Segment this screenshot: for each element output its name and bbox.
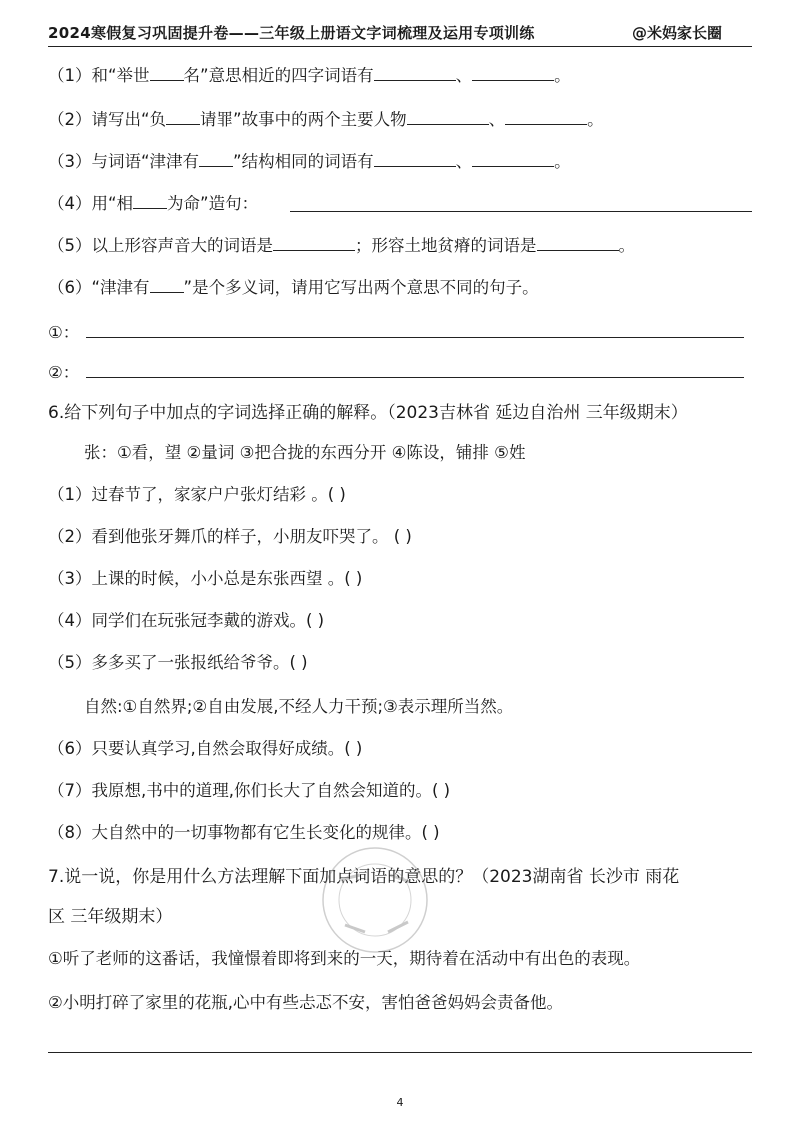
q6-definition-ziran: 自然:①自然界;②自由发展,不经人力干预;③表示理所当然。	[84, 697, 514, 716]
answer-blank[interactable]	[374, 64, 456, 81]
page-header	[48, 18, 752, 47]
q5-sentence-2-label: ②：	[48, 363, 80, 382]
q7-sentence-2: ②小明打碎了家里的花瓶,心中有些忐忑不安，害怕爸爸妈妈会责备他。	[48, 993, 564, 1012]
answer-blank[interactable]	[537, 234, 619, 251]
q5-item-4: （4）用“相 为命”造句：	[48, 194, 259, 213]
sentence-blank[interactable]	[290, 210, 752, 212]
answer-blank[interactable]	[407, 108, 489, 125]
q6-item: （1）过春节了，家家户户张灯结彩 。( )	[48, 485, 346, 504]
q5-item-1: （1）和“举世 名”意思相近的四字词语有 、 。	[48, 66, 571, 85]
header-title: 2024寒假复习巩固提升卷——三年级上册语文字词梳理及运用专项训练	[48, 24, 535, 42]
q6-definition-zhang: 张：①看，望 ②量词 ③把合拢的东西分开 ④陈设，铺排 ⑤姓	[84, 443, 526, 462]
q7-title-line-1: 7.说一说，你是用什么方法理解下面加点词语的意思的？（2023湖南省 长沙市 雨花	[48, 867, 680, 887]
q6-item: （7）我原想,书中的道理,你们长大了自然会知道的。( )	[48, 781, 451, 800]
answer-blank[interactable]	[273, 234, 355, 251]
answer-blank[interactable]	[199, 150, 233, 167]
q5-sentence-1-label: ①：	[48, 323, 80, 342]
q6-item: （5）多多买了一张报纸给爷爷。( )	[48, 653, 308, 672]
footer-rule	[48, 1052, 752, 1053]
answer-blank[interactable]	[472, 64, 554, 81]
sentence-blank[interactable]	[86, 376, 744, 378]
q6-item: （3）上课的时候，小小总是东张西望 。( )	[48, 569, 363, 588]
answer-blank[interactable]	[150, 64, 184, 81]
q7-sentence-1: ①听了老师的这番话，我憧憬着即将到来的一天，期待着在活动中有出色的表现。	[48, 949, 641, 968]
q6-item: （8）大自然中的一切事物都有它生长变化的规律。( )	[48, 823, 440, 842]
page-number: 4	[396, 1096, 404, 1109]
q6-title: 6.给下列句子中加点的字词选择正确的解释。（2023吉林省 延边自治州 三年级期末）	[48, 403, 688, 423]
q5-item-3: （3）与词语“津津有 ”结构相同的词语有 、 。	[48, 152, 571, 171]
answer-blank[interactable]	[472, 150, 554, 167]
q6-item: （6）只要认真学习,自然会取得好成绩。( )	[48, 739, 363, 758]
answer-blank[interactable]	[505, 108, 587, 125]
answer-blank[interactable]	[133, 192, 167, 209]
q6-item: （2）看到他张牙舞爪的样子，小朋友吓哭了。 ( )	[48, 527, 412, 546]
q7-title-line-2: 区 三年级期末）	[48, 907, 173, 927]
answer-blank[interactable]	[374, 150, 456, 167]
q5-item-6: （6）“津津有 ”是个多义词，请用它写出两个意思不同的句子。	[48, 278, 539, 297]
q6-item: （4）同学们在玩张冠李戴的游戏。( )	[48, 611, 325, 630]
sentence-blank[interactable]	[86, 336, 744, 338]
answer-blank[interactable]	[166, 108, 200, 125]
header-brand: @米妈家长圈	[632, 24, 723, 42]
stamp-watermark-icon	[300, 840, 450, 960]
q5-item-5: （5）以上形容声音大的词语是 ；形容土地贫瘠的词语是 。	[48, 236, 635, 255]
answer-blank[interactable]	[150, 276, 184, 293]
q5-item-2: （2）请写出“负 请罪”故事中的两个主要人物 、 。	[48, 110, 604, 129]
